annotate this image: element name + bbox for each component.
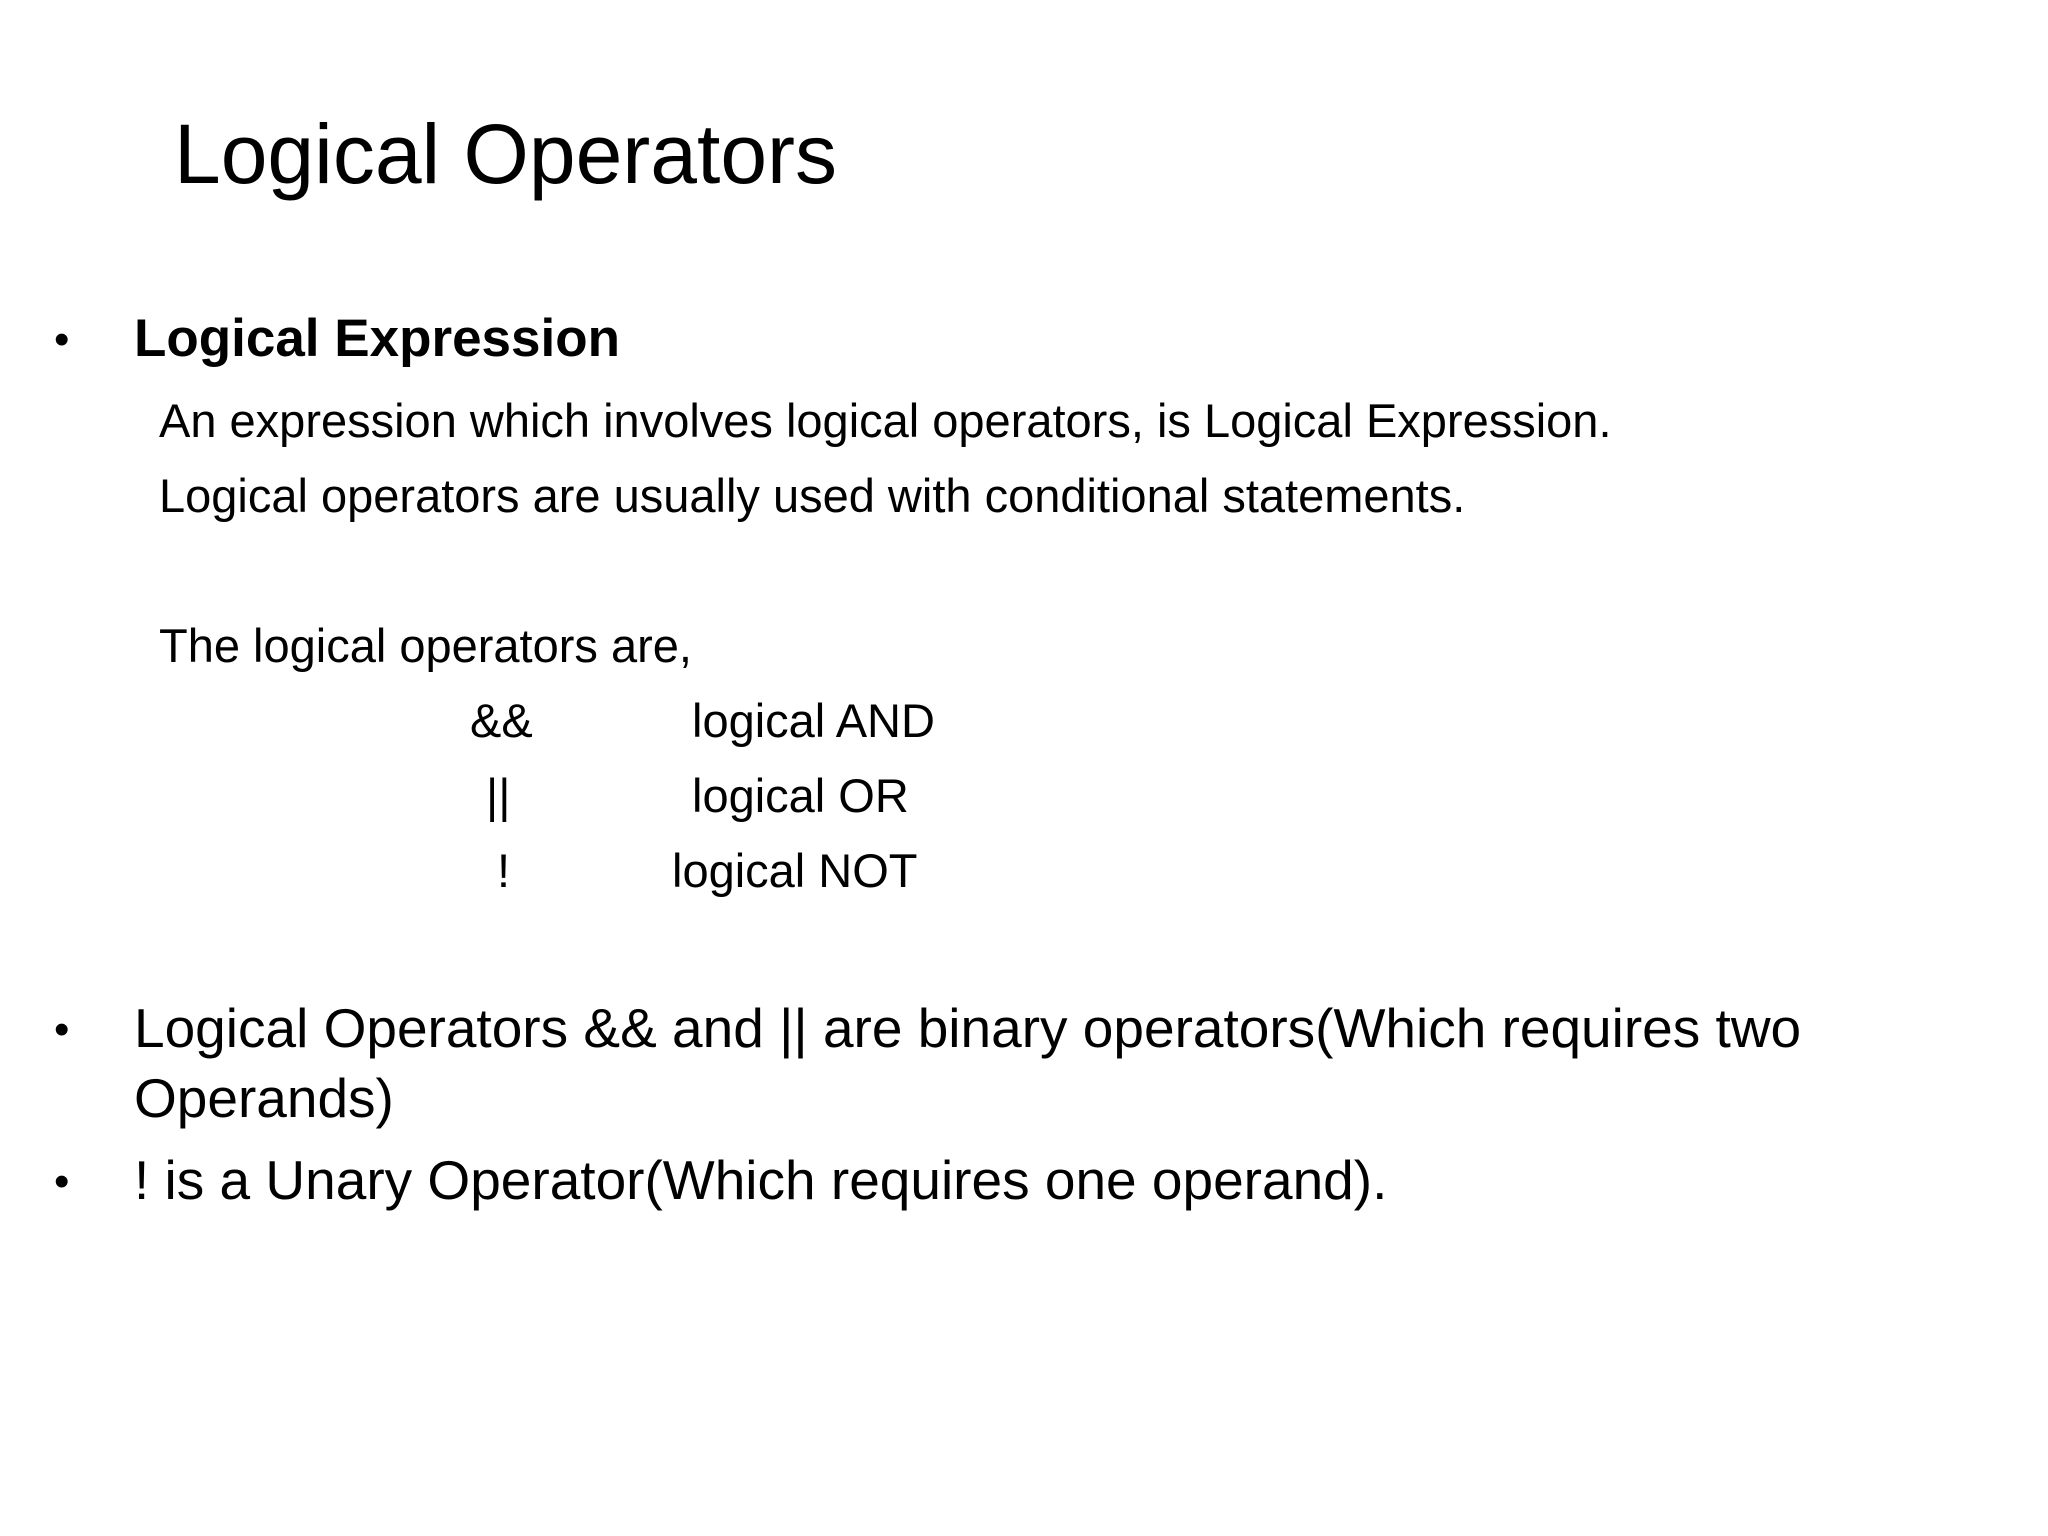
bullet-marker: • (54, 1157, 70, 1206)
bullet-heading: Logical Expression (134, 309, 620, 368)
bullet-text: ! is a Unary Operator(Which requires one operand). (134, 1149, 1388, 1211)
bullet-text: Logical Operators && and || are binary operators(Which requires two Operands) (134, 997, 1802, 1129)
bullet-marker: • (54, 315, 70, 364)
operator-symbol: ! (497, 844, 511, 897)
operator-name: logical NOT (672, 844, 918, 897)
operator-symbol: || (486, 769, 511, 822)
body-line: Logical operators are usually used with conditional statements. (159, 469, 1466, 522)
operators-intro: The logical operators are, (159, 619, 692, 672)
operator-name: logical OR (692, 769, 909, 822)
operator-symbol: && (470, 694, 533, 747)
body-line: An expression which involves logical operators, is Logical Expression. (159, 394, 1612, 447)
slide-title: Logical Operators (174, 107, 838, 201)
bullet-marker: • (54, 1005, 70, 1054)
operator-name: logical AND (692, 694, 935, 747)
